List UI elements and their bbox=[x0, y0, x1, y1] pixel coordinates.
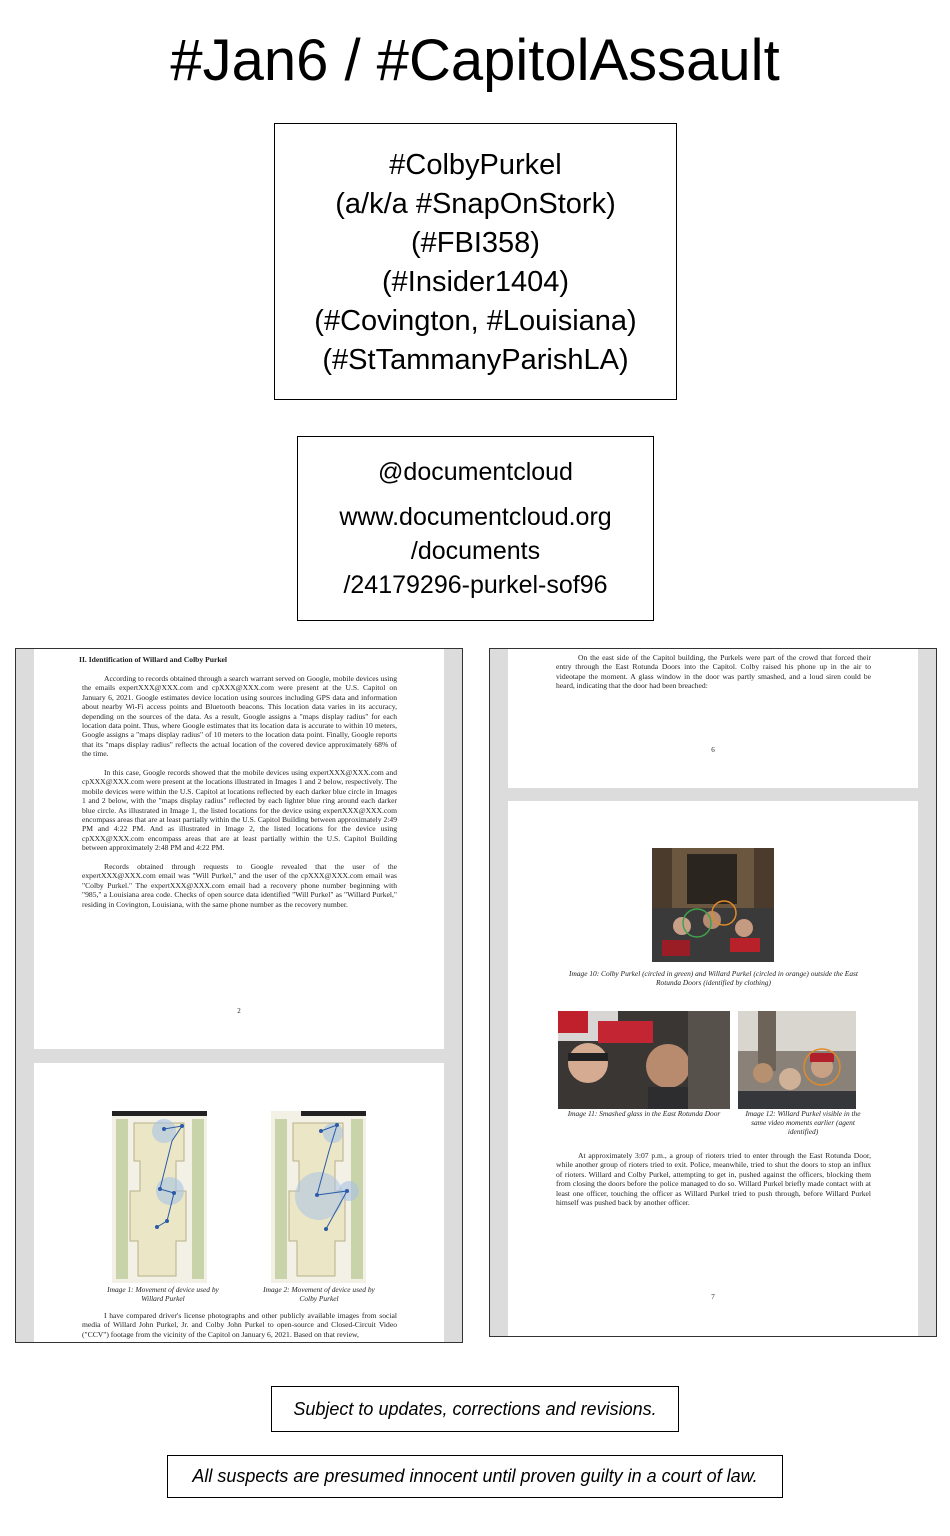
capitol-map-image-2 bbox=[271, 1111, 366, 1283]
source-url-line: /documents bbox=[410, 537, 541, 565]
paragraph: In this case, Google records showed that the mobile devices using expertXXX@XXX.com and cpXXX@XXX.com were present at the locations illustrated in Images 1 and 2 below, respectively. The mobile devices were within the U.S. Capitol at locations reflected by each darker blue circle in Images 1 and 2 below, with the "maps display radius" reflected by each lighter blue ring around each darker blue circle. As illustrated in Image 1, the listed locations for the device using expertXXX@XXX.com encompass areas that are at least partially within the U.S. Capitol Building between approximately 2:49 PM and 4:22 PM. And as illustrated in Image 2, the listed locations for the device using cpXXX@XXX.com encompass areas that are at least partially within the U.S. Capitol Building between approximately 2:48 PM and 4:22 PM. bbox=[82, 768, 397, 853]
source-url-line: /24179296-purkel-sof96 bbox=[343, 571, 608, 599]
document-page-7 bbox=[508, 801, 918, 1337]
paragraph: I have compared driver's license photographs and other publicly available images from social media of Willard John Purkel, Jr. and Colby John Purkel to open-source and Closed-Circuit Video ("CCV") footage from the vicinity of the Capitol on January 6, 2021. Based on that review, bbox=[82, 1311, 397, 1339]
innocence-note: All suspects are presumed innocent until proven guilty in a court of law. bbox=[167, 1455, 783, 1498]
photo-image-10 bbox=[652, 848, 774, 962]
page-number: 2 bbox=[237, 1007, 241, 1015]
hashtag-line: (a/k/a #SnapOnStork) bbox=[335, 188, 616, 220]
section-heading: II. Identification of Willard and Colby Purkel bbox=[79, 655, 228, 664]
hashtag-line: (#Covington, #Louisiana) bbox=[314, 305, 637, 337]
photo-image-12 bbox=[738, 1011, 856, 1109]
hashtag-line: (#Insider1404) bbox=[382, 266, 569, 298]
source-box bbox=[297, 436, 654, 621]
hashtag-line: #ColbyPurkel bbox=[389, 149, 562, 181]
document-page-2 bbox=[34, 649, 444, 1049]
paragraph: Records obtained through requests to Google revealed that the user of the expertXXX@XXX.com email was "Will Purkel," and the user of the cpXXX@XXX.com email was "Colby Purkel." The expertXXX@XXX.com email had a recovery phone number beginning with "985," a Louisiana area code. Checks of open source data identified "Will Purkel" as "Willard Purkel," residing in Covington, Louisiana, with the same phone number as the recovery number. bbox=[82, 862, 397, 909]
source-handle: @documentcloud bbox=[378, 458, 573, 486]
document-page-3 bbox=[34, 1063, 444, 1343]
page-title: #Jan6 / #CapitolAssault bbox=[170, 28, 780, 93]
source-url-line: www.documentcloud.org bbox=[339, 503, 612, 531]
page-number: 7 bbox=[711, 1293, 715, 1301]
updates-note: Subject to updates, corrections and revisions. bbox=[271, 1386, 679, 1432]
paragraph: At approximately 3:07 p.m., a group of rioters tried to enter through the East Rotunda Door, while another group of rioters tried to exit. Police, meanwhile, tried to shut the doors to stop an influx of rioters. Willard and Colby Purkel, attempting to get in, pushed against the officers, blocking them from closing the doors before the police managed to do so. Willard Purkel briefly made contact with at least one officer, touching the officer as Willard Purkel tried to push through, before Willard Purkel himself was pushed back by another officer. bbox=[556, 1151, 871, 1208]
hashtag-line: (#StTammanyParishLA) bbox=[322, 344, 629, 376]
right-document-screenshot bbox=[489, 648, 937, 1337]
page-number: 6 bbox=[711, 746, 715, 754]
image-2-caption: Image 2: Movement of device used by Colby Purkel bbox=[263, 1285, 375, 1303]
document-page-6 bbox=[508, 649, 918, 788]
image-11-caption: Image 11: Smashed glass in the East Rotunda Door bbox=[567, 1109, 721, 1118]
hashtag-line: (#FBI358) bbox=[411, 227, 540, 259]
image-12-caption: Image 12: Willard Purkel visible in the same video moments earlier (agent identified) bbox=[745, 1109, 861, 1136]
hashtag-box bbox=[274, 123, 677, 400]
image-1-caption: Image 1: Movement of device used by Willard Purkel bbox=[107, 1285, 219, 1303]
capitol-map-image-1 bbox=[112, 1111, 207, 1283]
paragraph: On the east side of the Capitol building, the Purkels were part of the crowd that forced their entry through the East Rotunda Doors into the Capitol. Colby raised his phone up in the air to videotape the moment. A glass window in the door was partly smashed, and a loud siren could be heard, indicating that the door had been breached: bbox=[556, 653, 871, 691]
image-10-caption: Image 10: Colby Purkel (circled in green) and Willard Purkel (circled in orange) outside the East Rotunda Doors (identified by clothing) bbox=[569, 969, 858, 987]
left-document-screenshot bbox=[15, 648, 463, 1343]
photo-image-11 bbox=[558, 1011, 730, 1109]
paragraph: According to records obtained through a search warrant served on Google, mobile devices using the emails expertXXX@XXX.com and cpXXX@XXX.com were present at the U.S. Capitol on January 6, 2021. Google estimates device location using sources including GPS data and information about nearby Wi-Fi access points and Bluetooth beacons. This location data varies in its accuracy, depending on the sources of the data. As a result, Google assigns a "maps display radius" for each location data point. Thus, where Google estimates that its location data is accurate to within 10 meters, Google assigns a "maps display radius" of 10 meters to the location data point. Finally, Google reports that its "maps display radius" reflects the actual location of the covered device approximately 68% of the time. bbox=[82, 674, 397, 759]
